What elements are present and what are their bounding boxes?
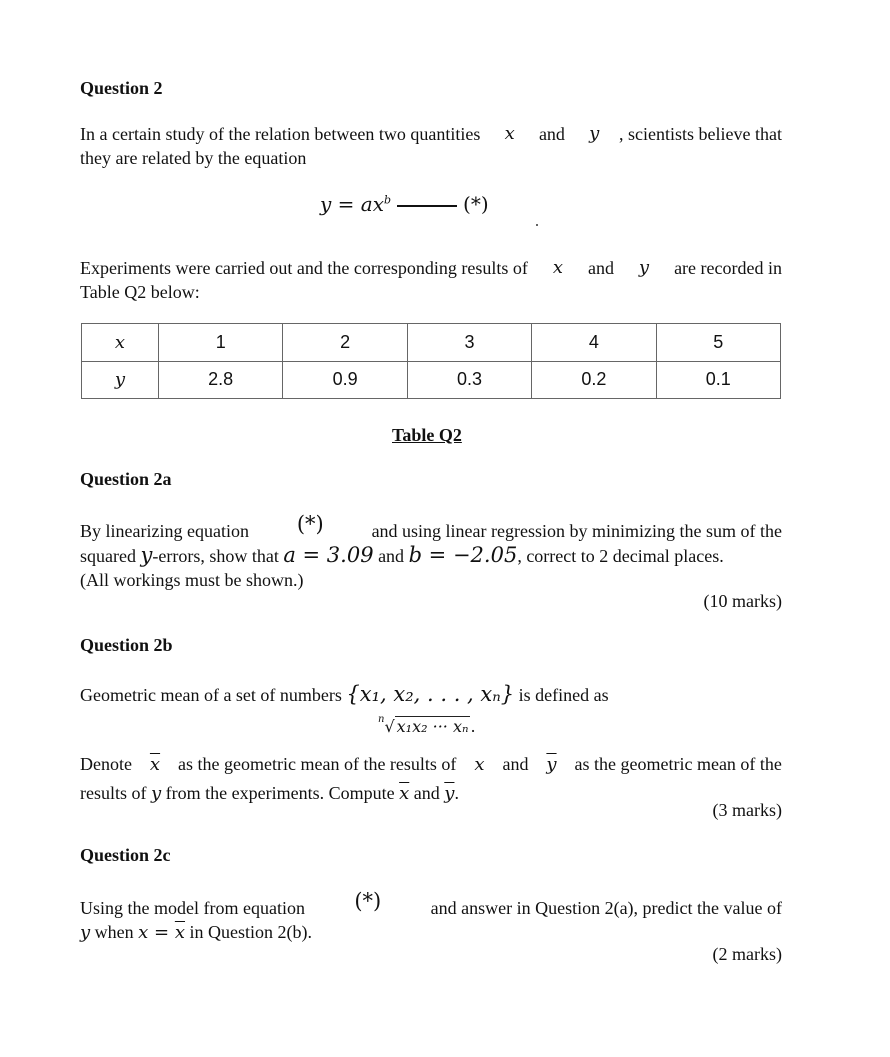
geometric-mean-definition: Geometric mean of a set of numbers {x₁, x₂, . . . , xₙ} is defined as [80, 682, 609, 706]
question-2c-text: Using the model from equation (*) and answer in Question 2(a), predict the value of y when $x = \overline{x}$ in Question 2(b). [80, 889, 782, 943]
equation-tag: (*) [463, 192, 489, 216]
table-cell-y1: 2.8 [159, 361, 283, 399]
table-header-x: x [82, 324, 159, 362]
number-set: {x₁, x₂, . . . , xₙ} [346, 682, 515, 706]
question-2b-title: Question 2b [80, 635, 173, 655]
table-cell-x4: 4 [532, 324, 656, 362]
table-header-y: y [82, 361, 159, 399]
equation-star [320, 192, 489, 217]
nth-root-expression: $^n$√ x₁x₂ ··· xₙ . [378, 713, 476, 736]
question-2c-marks: (2 marks) [712, 944, 782, 964]
table-row-x [82, 324, 781, 362]
question-2a-title: Question 2a [80, 469, 172, 489]
table-cell-x5: 5 [656, 324, 780, 362]
equation-exponent: b [383, 193, 392, 207]
question-2a-marks: (10 marks) [703, 591, 782, 611]
table-cell-x1: 1 [159, 324, 283, 362]
table-cell-y5: 0.1 [656, 361, 780, 399]
table-cell-y3: 0.3 [407, 361, 531, 399]
question-2b-marks: (3 marks) [712, 800, 782, 820]
table-q2 [81, 323, 781, 399]
table-row-y [82, 361, 781, 399]
question-2b-text: Denote $\overline{x}$ as the geometric mean of the results of x and $\overline{y}$ as the geometric mean of the results of y from the experiments. Compute $\overline{x}$ and $\overline{y}$. [80, 754, 782, 804]
stray-dot [536, 224, 538, 226]
experiments-text: Experiments were carried out and the corresponding results of x and y are recorded in Table Q2 below: [80, 257, 782, 302]
table-cell-y2: 0.9 [283, 361, 407, 399]
question-2-intro: In a certain study of the relation between two quantities x and y , scientists believe that they are related by the equation [80, 123, 782, 168]
equation-dash [397, 205, 457, 207]
question-2-title: Question 2 [80, 78, 163, 98]
table-caption: Table Q2 [392, 425, 462, 445]
question-2a-text: By linearizing equation (*) and using linear regression by minimizing the sum of the squared y-errors, show that a = 3.09 and b = −2.05, correct to 2 decimal places. (All workings must be shown.) [80, 512, 782, 590]
equation-body: y = ax [320, 192, 384, 216]
question-2c-title: Question 2c [80, 845, 171, 865]
table-cell-x3: 3 [407, 324, 531, 362]
table-cell-y4: 0.2 [532, 361, 656, 399]
table-cell-x2: 2 [283, 324, 407, 362]
